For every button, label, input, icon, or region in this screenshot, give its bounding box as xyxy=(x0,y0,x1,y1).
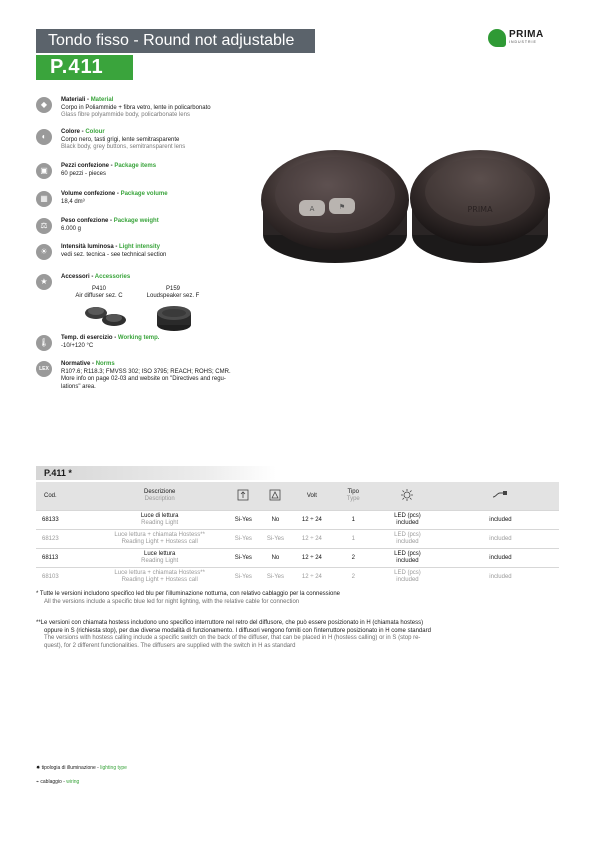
table-row xyxy=(36,549,559,568)
spec-value: R10?.6; R118.3; FMVSS 302; ISO 3795; REACH; ROHS; CMR. xyxy=(61,368,231,375)
spec-label-en: Material xyxy=(90,97,114,103)
note-text-it: * Tutte le versioni includono specifico led blu per l'illuminazione notturna, con relativo cablaggio per la connessione xyxy=(36,591,340,597)
cell-description xyxy=(93,549,226,568)
spec-label-en: Package items xyxy=(114,163,157,169)
header-description xyxy=(93,482,226,511)
spec-value: Corpo in Poliammide + fibra vetro, lente in policarbonato xyxy=(61,104,211,111)
cell-cod: 68133 xyxy=(36,511,93,530)
header-volt: Volt xyxy=(290,482,333,511)
reading-light-icon xyxy=(237,489,249,501)
cell-desc-it: Luce di lettura xyxy=(140,513,179,519)
cell-lighting-1: LED (pcs) xyxy=(394,570,421,576)
svg-text:⚑: ⚑ xyxy=(338,203,346,211)
note-text-it: **Le versioni con chiamata hostess includono uno specifico interruttore nel retro del diffusore, che può essere posizionato in H (chiamata hostess) xyxy=(36,620,424,626)
header-desc-it: Descrizione xyxy=(144,489,176,495)
spec-label-en: Light intensity xyxy=(119,244,161,250)
prima-logo-mark-icon xyxy=(488,29,506,47)
package-weight-icon: ⚖ xyxy=(36,218,52,234)
hostess-call-icon xyxy=(269,489,281,501)
cell-reading-light: Si-Yes xyxy=(226,549,261,568)
cell-description xyxy=(93,568,226,587)
cell-volt: 12 ÷ 24 xyxy=(290,549,333,568)
spec-value: More info on page 02-03 and website on "Directives and regu- xyxy=(61,376,226,382)
product-photo-front xyxy=(255,140,415,270)
spec-label: Temp. di esercizio - xyxy=(61,335,118,341)
note-text-en: All the versions include a specific blue led for night lighting, with the relative cable for connection xyxy=(44,598,300,605)
cell-hostess-call: Si-Yes xyxy=(261,568,291,587)
accessory-code: P159 xyxy=(165,286,180,292)
cell-type: 2 xyxy=(334,568,373,587)
legend-lighting-type xyxy=(36,764,127,772)
cell-type: 1 xyxy=(334,530,373,549)
note-blue-led xyxy=(36,591,556,606)
cell-desc-it: Luce lettura xyxy=(144,551,176,557)
spec-label-en: Norms xyxy=(95,361,115,367)
cell-description xyxy=(93,530,226,549)
cell-lighting-2: included xyxy=(396,577,419,583)
cell-lighting-2: included xyxy=(396,539,419,545)
table-title: P.411 * xyxy=(36,466,276,480)
svg-text:A: A xyxy=(309,205,315,213)
cell-description xyxy=(93,511,226,530)
colour-icon: ◐ xyxy=(36,129,52,145)
light-intensity-icon: ☀ xyxy=(36,244,52,260)
cell-lighting-1: LED (pcs) xyxy=(394,513,421,519)
prima-logo xyxy=(488,29,568,49)
package-volume-icon: ▦ xyxy=(36,191,52,207)
package-items-icon: ▣ xyxy=(36,163,52,179)
spec-label: Peso confezione - xyxy=(61,218,114,224)
cell-desc-en: Reading Light xyxy=(141,558,179,564)
spec-value: vedi sez. tecnica - see technical section xyxy=(61,251,167,258)
note-text-it: oppure in S (richiesta stop), per due diverse modalità di funzionamento. I diffusori vengono forniti con l'interruttore posizionato in H come standard xyxy=(44,627,431,634)
spec-label-en: Working temp. xyxy=(117,335,160,341)
spec-label-en: Accessories xyxy=(94,274,131,280)
spec-value: Corpo nero, tasti grigi, lente semitrasparente xyxy=(61,136,180,143)
spec-label-en: Package volume xyxy=(120,191,168,197)
legend-wiring xyxy=(36,778,79,786)
svg-text:PRIMA: PRIMA xyxy=(467,205,493,214)
cell-reading-light: Si-Yes xyxy=(226,511,261,530)
working-temp-icon: 🌡 xyxy=(36,335,52,351)
product-photo-side xyxy=(405,140,555,270)
cell-lighting xyxy=(373,549,442,568)
cell-lighting-2: included xyxy=(396,520,419,526)
cell-reading-light: Si-Yes xyxy=(226,530,261,549)
cell-volt: 12 ÷ 24 xyxy=(290,530,333,549)
spec-label: Materiali - xyxy=(61,97,91,103)
accessory-p410 xyxy=(64,286,134,300)
lex-icon: LEX xyxy=(36,361,52,377)
cell-desc-en: Reading Light + Hostess call xyxy=(121,539,198,545)
table-row xyxy=(36,568,559,587)
header-type-it: Tipo xyxy=(347,489,359,495)
header-wiring-icon xyxy=(442,482,559,511)
header-hostess-call-icon xyxy=(261,482,291,511)
cell-lighting xyxy=(373,530,442,549)
wiring-legend-icon: ⌁ xyxy=(36,779,40,785)
accessory-name: Loudspeaker sez. F xyxy=(146,293,200,299)
cell-type: 1 xyxy=(334,511,373,530)
cell-hostess-call: No xyxy=(261,511,291,530)
spec-value-en: Black body, grey buttons, semitransparent lens xyxy=(61,144,186,150)
loudspeaker-photo xyxy=(155,303,193,333)
table-row xyxy=(36,530,559,549)
cell-type: 2 xyxy=(334,549,373,568)
note-hostess-switch xyxy=(36,620,556,650)
header-type xyxy=(334,482,373,511)
spec-value: 6.000 g xyxy=(61,225,82,232)
spec-label: Normative - xyxy=(61,361,96,367)
spec-label: Volume confezione - xyxy=(61,191,121,197)
spec-label: Intensità luminosa - xyxy=(61,244,120,250)
table-row xyxy=(36,511,559,530)
logo-sub: INDUSTRIE xyxy=(509,40,537,44)
cell-desc-it: Luce lettura + chiamata Hostess** xyxy=(114,570,205,576)
spec-label: Colore - xyxy=(61,129,86,135)
cell-desc-en: Reading Light + Hostess call xyxy=(121,577,198,583)
page-title: Tondo fisso - Round not adjustable xyxy=(36,29,315,53)
spec-value: 18,4 dm³ xyxy=(61,198,85,205)
header-type-en: Type xyxy=(346,496,360,502)
spec-value-en: Glass fibre polyammide body, policarbonate lens xyxy=(61,112,190,118)
lighting-type-icon xyxy=(400,488,414,502)
spec-label-en: Package weight xyxy=(113,218,159,224)
legend-label-en: lighting type xyxy=(100,765,127,771)
header-desc-en: Description xyxy=(144,496,175,502)
cell-wiring: included xyxy=(442,549,559,568)
cell-wiring: included xyxy=(442,568,559,587)
cell-wiring: included xyxy=(442,511,559,530)
spec-label: Accessori - xyxy=(61,274,95,280)
cell-desc-it: Luce lettura + chiamata Hostess** xyxy=(114,532,205,538)
cell-lighting-1: LED (pcs) xyxy=(394,551,421,557)
header-cod: Cod. xyxy=(36,482,93,511)
logo-name: PRIMA xyxy=(509,29,544,40)
material-icon: ◆ xyxy=(36,97,52,113)
cell-cod: 68103 xyxy=(36,568,93,587)
cell-desc-en: Reading Light xyxy=(141,520,179,526)
cell-hostess-call: No xyxy=(261,549,291,568)
spec-value: 60 pezzi - pieces xyxy=(61,170,107,177)
cell-cod: 68113 xyxy=(36,549,93,568)
legend-label-en: wiring xyxy=(66,779,80,785)
cell-volt: 12 ÷ 24 xyxy=(290,511,333,530)
spec-value: lations" area. xyxy=(61,383,96,390)
wiring-icon xyxy=(492,490,508,500)
cell-volt: 12 ÷ 24 xyxy=(290,568,333,587)
accessories-icon: ★ xyxy=(36,274,52,290)
spec-label-en: Colour xyxy=(85,129,105,135)
note-text-en: quest), for 2 different functionalities. The diffusers are supplied with the switch in H as standard xyxy=(44,642,296,649)
cell-lighting xyxy=(373,511,442,530)
lighting-type-legend-icon: ✸ xyxy=(36,765,41,771)
air-diffuser-photo xyxy=(84,303,130,329)
product-table xyxy=(36,482,559,586)
cell-wiring: included xyxy=(442,530,559,549)
accessory-p159 xyxy=(135,286,211,300)
product-code: P.411 xyxy=(36,55,133,80)
cell-lighting xyxy=(373,568,442,587)
spec-label: Pezzi confezione - xyxy=(61,163,115,169)
cell-reading-light: Si-Yes xyxy=(226,568,261,587)
legend-label-it: tipologia di illuminazione - xyxy=(41,765,101,771)
accessory-name: Air diffuser sez. C xyxy=(75,293,123,299)
cell-cod: 68123 xyxy=(36,530,93,549)
cell-lighting-1: LED (pcs) xyxy=(394,532,421,538)
header-lighting-type-icon xyxy=(373,482,442,511)
cell-hostess-call: Si-Yes xyxy=(261,530,291,549)
legend-label-it: cablaggio - xyxy=(40,779,67,785)
header-reading-light-icon xyxy=(226,482,261,511)
spec-value: -10/+120 °C xyxy=(61,342,94,349)
cell-lighting-2: included xyxy=(396,558,419,564)
note-text-en: The versions with hostess calling include a specific switch on the back of the diffuser, that can be placed in H (hostess calling) or in S (stop re- xyxy=(44,635,421,641)
accessory-code: P410 xyxy=(91,286,106,292)
